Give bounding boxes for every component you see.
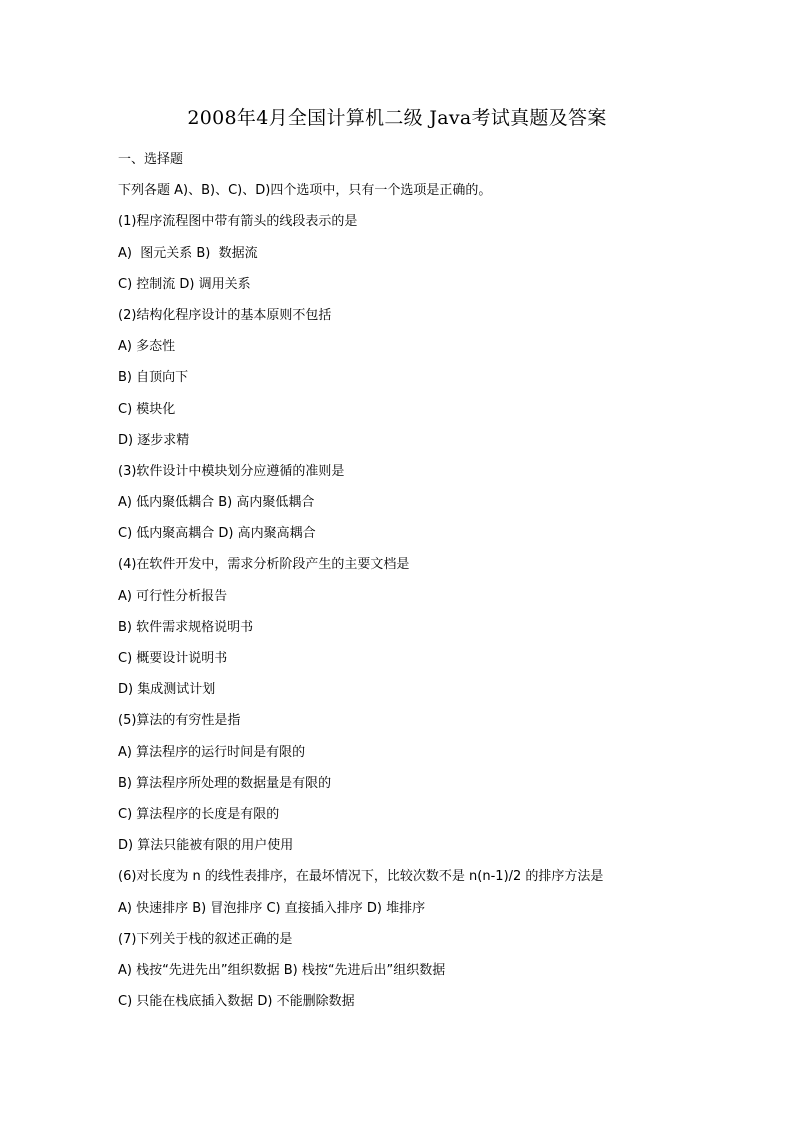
section-heading: 一、选择题 [118, 152, 184, 167]
question-1-options-ab: A) 图元关系 B) 数据流 [118, 245, 258, 261]
question-1: (1)程序流程图中带有箭头的线段表示的是 [118, 214, 358, 230]
question-7-options-ab: A) 栈按“先进先出”组织数据 B) 栈按“先进后出”组织数据 [118, 962, 446, 978]
question-3-options-cd: C) 低内聚高耦合 D) 高内聚高耦合 [118, 526, 316, 542]
question-list [118, 144, 758, 1017]
question-7: (7)下列关于栈的叙述正确的是 [118, 931, 293, 947]
question-5: (5)算法的有穷性是指 [118, 713, 241, 729]
question-2: (2)结构化程序设计的基本原则不包括 [118, 307, 332, 323]
question-2-option-a: A) 多态性 [118, 339, 176, 355]
question-2-option-d: D) 逐步求精 [118, 432, 190, 448]
document-title: 2008年4月全国计算机二级 Java考试真题及答案 [187, 107, 607, 129]
question-4-option-d: D) 集成测试计划 [118, 682, 216, 698]
question-6-options: A) 快速排序 B) 冒泡排序 C) 直接插入排序 D) 堆排序 [118, 900, 426, 916]
question-5-option-d: D) 算法只能被有限的用户使用 [118, 838, 294, 854]
question-5-option-c: C) 算法程序的长度是有限的 [118, 806, 280, 822]
question-4-option-b: B) 软件需求规格说明书 [118, 619, 254, 635]
question-4-option-c: C) 概要设计说明书 [118, 651, 228, 666]
question-6: (6)对长度为 n 的线性表排序，在最坏情况下，比较次数不是 n(n-1)/2 的排序方法是 [118, 869, 604, 885]
question-4: (4)在软件开发中，需求分析阶段产生的主要文档是 [118, 557, 410, 573]
instructions-text: 下列各题 A)、B)、C)、D)四个选项中，只有一个选项是正确的。 [118, 183, 492, 199]
question-2-option-b: B) 自顶向下 [118, 370, 189, 386]
question-1-options-cd: C) 控制流 D) 调用关系 [118, 276, 251, 292]
question-5-option-b: B) 算法程序所处理的数据量是有限的 [118, 775, 332, 791]
question-3: (3)软件设计中模块划分应遵循的准则是 [118, 463, 345, 479]
question-2-option-c: C) 模块化 [118, 401, 176, 417]
question-7-options-cd: C) 只能在栈底插入数据 D) 不能删除数据 [118, 994, 355, 1010]
question-5-option-a: A) 算法程序的运行时间是有限的 [118, 744, 306, 760]
question-3-options-ab: A) 低内聚低耦合 B) 高内聚低耦合 [118, 495, 315, 511]
question-4-option-a: A) 可行性分析报告 [118, 588, 228, 604]
